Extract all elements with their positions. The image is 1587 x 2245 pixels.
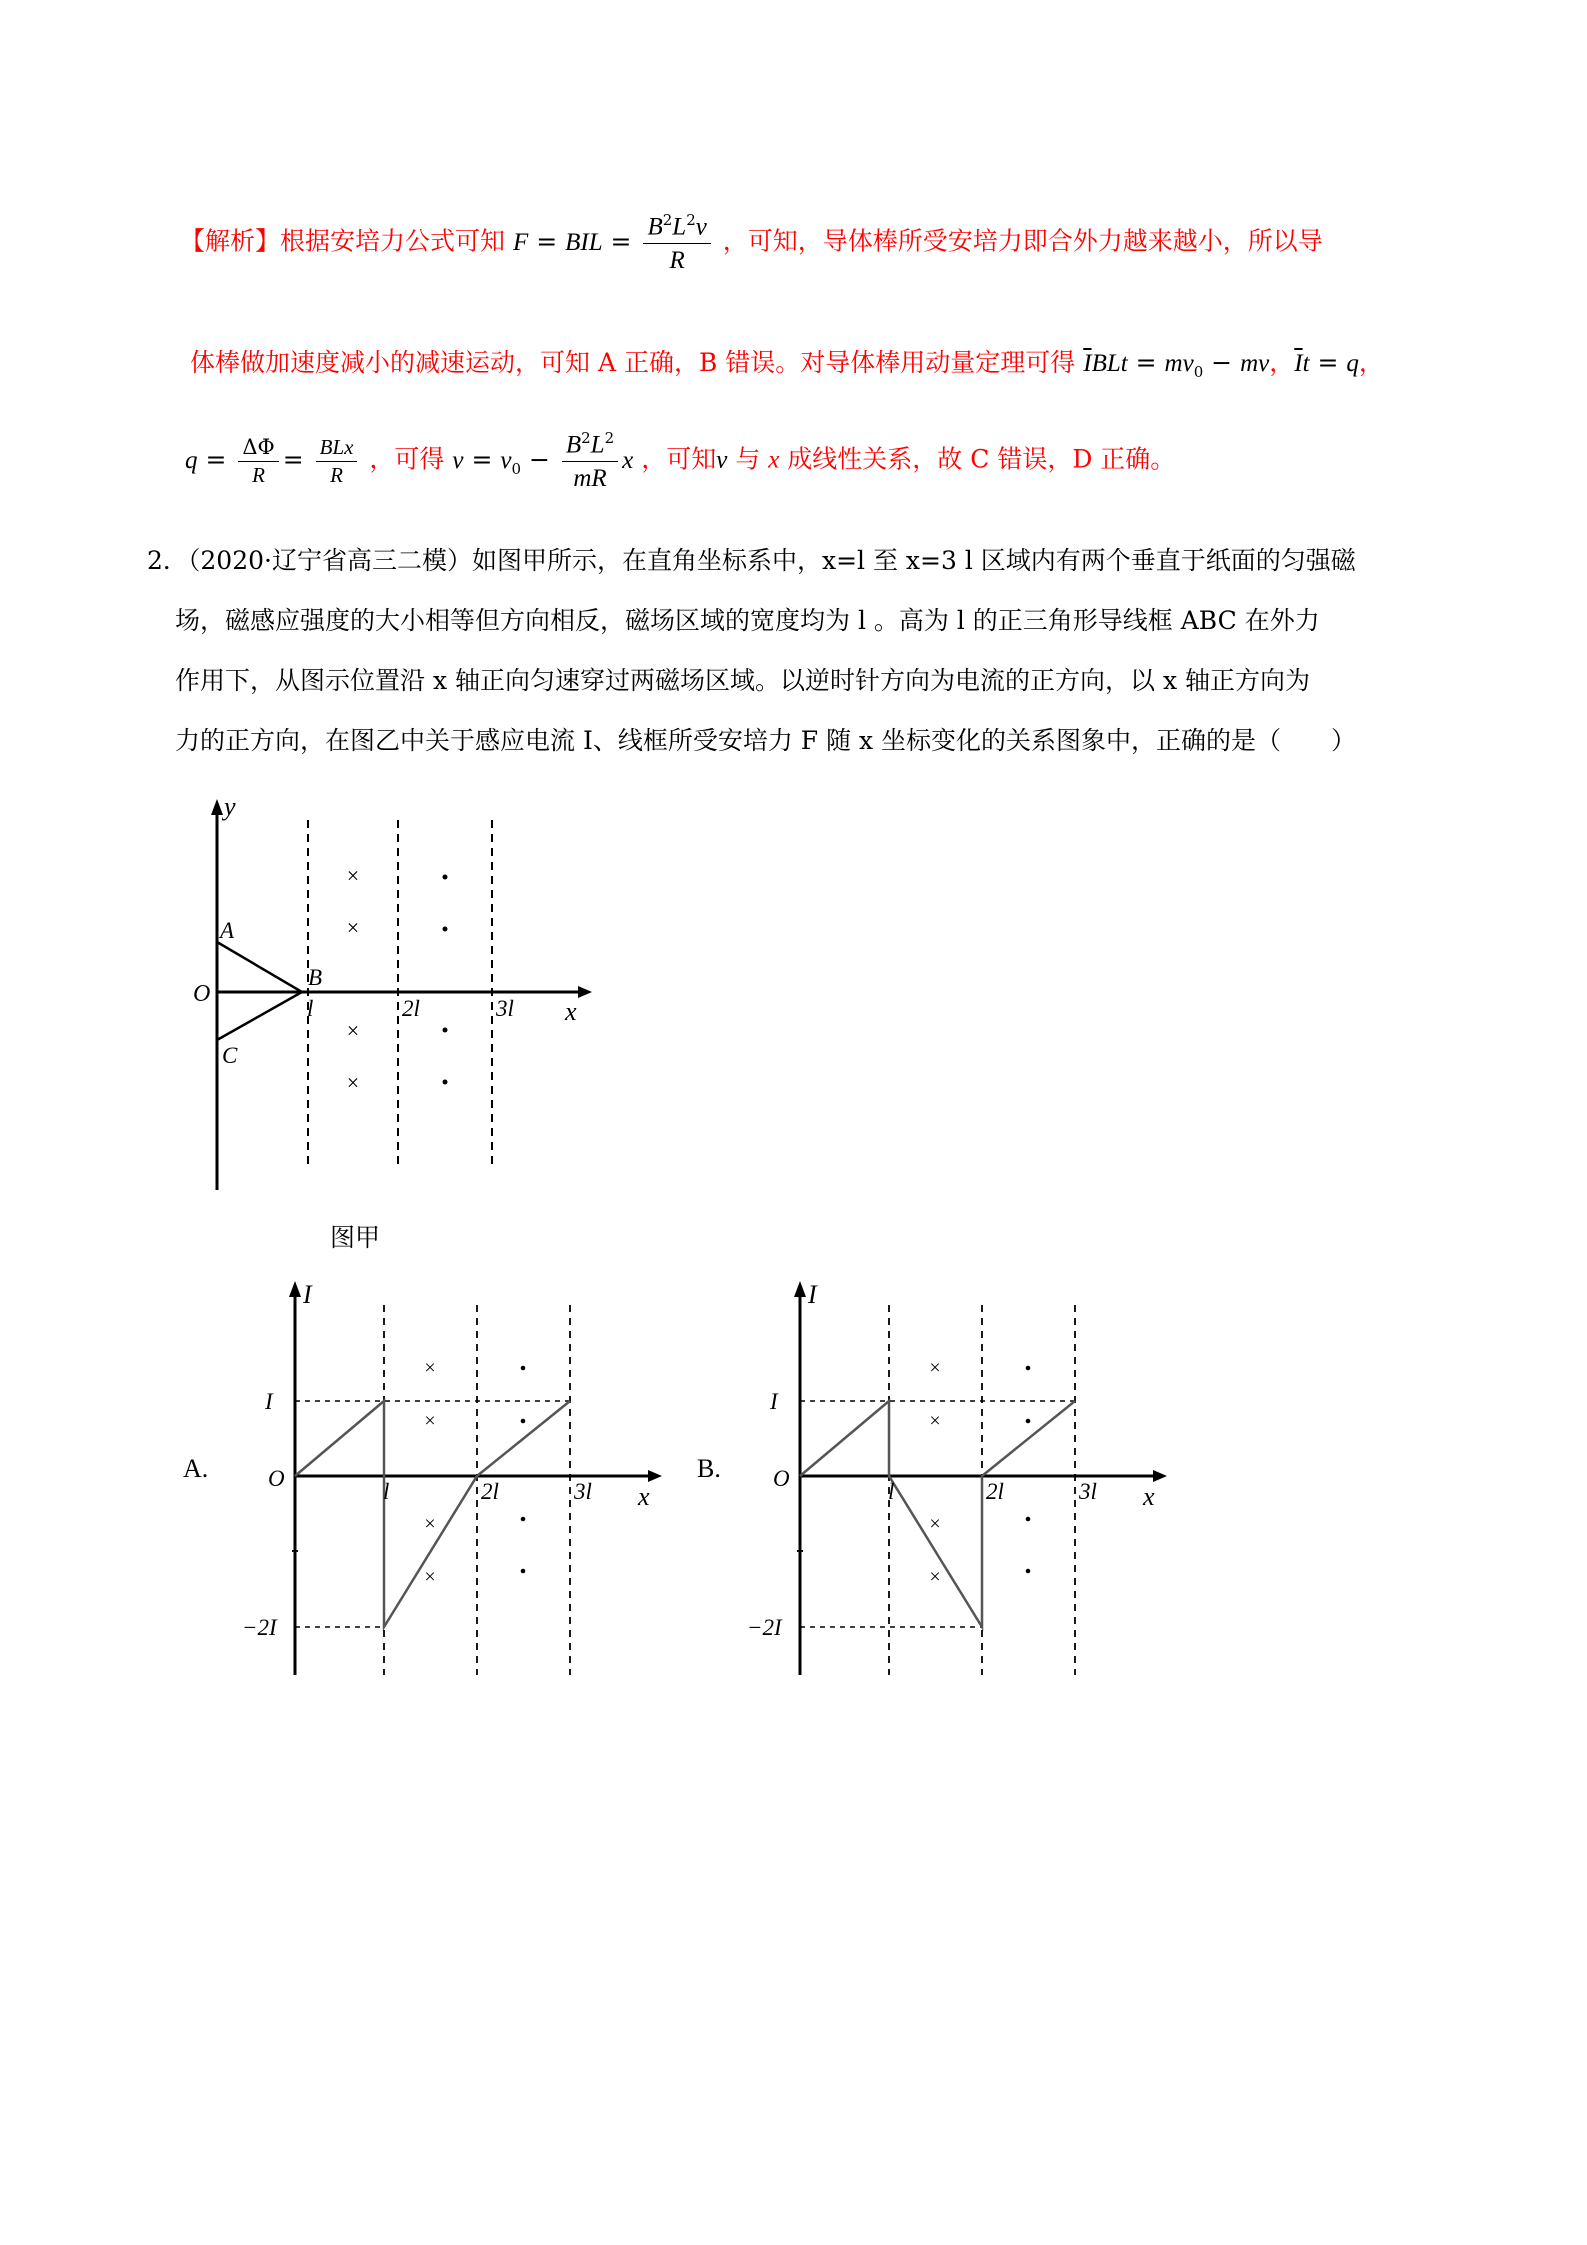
axis-x-label: x: [638, 1482, 650, 1511]
cross-mark: ×: [424, 1410, 436, 1432]
tick-I: I: [265, 1389, 273, 1414]
solution-text-1b: ，可知，导体棒所受安培力即合外力越来越小，所以导: [722, 226, 1323, 256]
cross-mark: ×: [929, 1357, 941, 1379]
question-source: （2020·辽宁省高三二模）: [187, 546, 472, 575]
tick-l: l: [383, 1479, 390, 1504]
question-text-1: 如图甲所示，在直角坐标系中，x=l 至 x=3 l 区域内有两个垂直于纸面的匀强磁: [471, 546, 1356, 575]
figure-jia-caption: 图甲: [330, 1223, 381, 1252]
point-c-label: C: [222, 1043, 238, 1068]
cross-mark: ×: [424, 1513, 436, 1535]
solution-line-2: [190, 343, 1384, 381]
cross-mark: ×: [424, 1357, 436, 1379]
question-number: 2．: [147, 546, 188, 575]
option-a-label: A.: [183, 1454, 209, 1483]
axis-y-label: y: [224, 795, 236, 821]
option-a-graph[interactable]: [240, 1265, 680, 1680]
figure-jia: [190, 795, 610, 1195]
cross-mark: ×: [346, 1018, 360, 1043]
tick-3l: 3l: [1079, 1479, 1097, 1504]
dot-mark: [443, 927, 448, 932]
origin-label: O: [268, 1466, 285, 1491]
dot-mark: [521, 1517, 526, 1522]
tick-neg2I: −2I: [242, 1615, 277, 1640]
solution-line-1: [180, 212, 1323, 274]
origin-label: O: [773, 1466, 790, 1491]
solution-text-3c: 与: [735, 444, 761, 474]
dot-mark: [1026, 1419, 1031, 1424]
dot-mark: [443, 1080, 448, 1085]
var-v: v: [716, 446, 728, 474]
axis-x-label: x: [1143, 1482, 1155, 1511]
cross-mark: ×: [346, 1070, 360, 1095]
solution-text-3: ，可得: [369, 444, 445, 474]
tick-I: I: [770, 1389, 778, 1414]
cross-mark: ×: [346, 915, 360, 940]
question-line-1: [147, 531, 1457, 591]
dot-mark: [443, 1028, 448, 1033]
axis-i-label: I: [808, 1280, 817, 1309]
dot-mark: [521, 1569, 526, 1574]
formula-momentum: $\overline{I}BLt = mv_0$ − mv，$\overline{I}t = q$，: [1083, 348, 1384, 381]
option-b-label: B.: [697, 1454, 721, 1483]
solution-text-3d: 成线性关系，故 C 错误，D 正确。: [787, 444, 1176, 474]
formula-velocity: $v = v_0$ − $\frac{B^2L^2}{mR}$ x: [452, 429, 634, 492]
tick-3l: 3l: [574, 1479, 592, 1504]
question-line-3: 作用下，从图示位置沿 x 轴正向匀速穿过两磁场区域。以逆时针方向为电流的正方向，以 x 轴正方向为: [175, 666, 1310, 695]
tick-2l: 2l: [402, 996, 420, 1021]
tick-3l: 3l: [496, 996, 514, 1021]
axis-x-label: x: [565, 997, 577, 1026]
cross-mark: ×: [346, 863, 360, 888]
point-b-label: B: [308, 965, 323, 990]
tick-neg2I: −2I: [747, 1615, 782, 1640]
solution-text-3b: ，可知: [641, 444, 717, 474]
question-line-4: 力的正方向，在图乙中关于感应电流 I、线框所受安培力 F 随 x 坐标变化的关系图象中，正确的是（ ）: [175, 726, 1357, 755]
solution-label: 【解析】: [180, 226, 281, 256]
formula-ampere-force: F = BIL = $\frac{B^2L^2v}{R}$: [513, 227, 723, 256]
cross-mark: ×: [424, 1566, 436, 1588]
dot-mark: [1026, 1366, 1031, 1371]
dot-mark: [521, 1419, 526, 1424]
solution-line-3: [185, 430, 1175, 492]
var-x: x: [768, 446, 780, 474]
dot-mark: [443, 875, 448, 880]
dot-mark: [1026, 1569, 1031, 1574]
option-b-graph[interactable]: [745, 1265, 1185, 1680]
solution-text-2: 体棒做加速度减小的减速运动，可知 A 正确，B 错误。对导体棒用动量定理可得: [190, 348, 1076, 377]
formula-charge: q = $\frac{\Delta\Phi}{R}$ = $\frac{\text{BLx}}{R}$: [185, 445, 369, 474]
tick-l: l: [307, 996, 314, 1021]
cross-mark: ×: [929, 1566, 941, 1588]
point-a-label: A: [220, 918, 235, 943]
tick-2l: 2l: [481, 1479, 499, 1504]
tick-2l: 2l: [986, 1479, 1004, 1504]
tick-l: l: [888, 1479, 895, 1504]
origin-label: O: [193, 981, 211, 1007]
axis-i-label: I: [303, 1280, 312, 1309]
cross-mark: ×: [929, 1513, 941, 1535]
question-2: [147, 531, 1457, 771]
question-line-2: 场，磁感应强度的大小相等但方向相反，磁场区域的宽度均为 l 。高为 l 的正三角形导线框 ABC 在外力: [175, 606, 1320, 635]
solution-text-1: 根据安培力公式可知: [280, 226, 506, 256]
dot-mark: [1026, 1517, 1031, 1522]
dot-mark: [521, 1366, 526, 1371]
cross-mark: ×: [929, 1410, 941, 1432]
